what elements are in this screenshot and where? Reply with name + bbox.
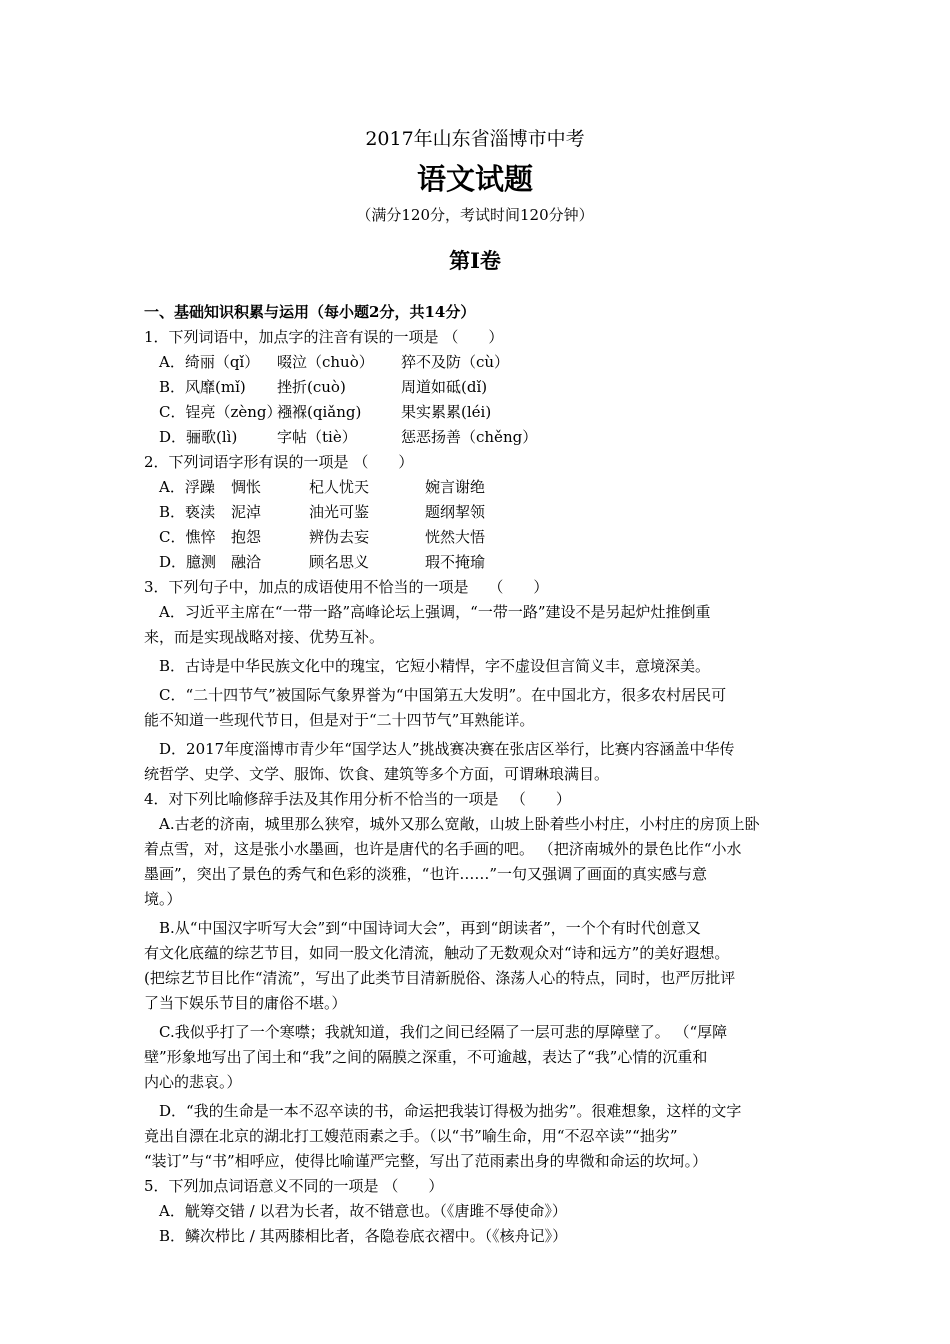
question-3-option-a-cont: 来，而是实现战略对接、优势互补。 <box>144 628 385 646</box>
question-1-option-b <box>144 375 809 400</box>
option-word: C．锃亮（zèng） <box>159 403 282 421</box>
option-word: 果实累累(léi) <box>401 403 492 421</box>
question-3-option-a: A．习近平主席在“一带一路”高峰论坛上强调，“一带一路”建设不是另起炉灶推倒重 <box>159 603 711 621</box>
question-2-option-d <box>144 550 809 575</box>
option-word: 融洽 <box>231 553 262 571</box>
question-2-option-c <box>144 525 809 550</box>
question-4-option-a-cont: 境。） <box>144 890 182 908</box>
option-word: 杞人忧天 <box>309 478 370 496</box>
option-word: 襁褓(qiǎng) <box>277 403 362 421</box>
exam-title: 语文试题 <box>416 162 533 196</box>
option-word: 瑕不掩瑜 <box>425 553 486 571</box>
option-word: 字帖（tiè） <box>277 428 357 446</box>
option-word: 题纲挈领 <box>425 503 486 521</box>
option-word: 周道如砥(dǐ) <box>401 378 488 396</box>
question-4-option-a: A.古老的济南，城里那么狭窄，城外又那么宽敞，山坡上卧着些小村庄，小村庄的房顶上卧 <box>159 815 760 833</box>
option-word: 婉言谢绝 <box>425 478 486 496</box>
question-3-option-d: D．2017年度淄博市青少年“国学达人”挑战赛决赛在张店区举行，比赛内容涵盖中华传 <box>159 740 735 758</box>
question-3-option-d-cont: 统哲学、史学、文学、服饰、饮食、建筑等多个方面，可谓琳琅满目。 <box>144 765 610 783</box>
question-4-stem: 4．对下列比喻修辞手法及其作用分析不恰当的一项是 （ ） <box>144 790 571 808</box>
question-5-stem: 5．下列加点词语意义不同的一项是 （ ） <box>144 1177 444 1195</box>
question-4-option-a-cont: 着点雪，对，这是张小水墨画，也许是唐代的名手画的吧。 （把济南城外的景色比作“小水 <box>144 840 742 858</box>
option-word: 泥淖 <box>231 503 262 521</box>
question-5-option-b: B．鳞次栉比 / 其两膝相比者，各隐卷底衣褶中。（《核舟记》） <box>159 1227 568 1245</box>
question-4-option-c: C.我似乎打了一个寒噤；我就知道，我们之间已经隔了一层可悲的厚障壁了。 （“厚障 <box>159 1023 728 1041</box>
question-content <box>144 300 809 1249</box>
question-2-option-a <box>144 475 809 500</box>
question-4-option-d-cont: 竟出自漂在北京的湖北打工嫂范雨素之手。（以“书”喻生命，用“不忍卒读”“拙劣” <box>144 1127 678 1145</box>
question-4-option-c-cont: 内心的悲哀。） <box>144 1073 242 1091</box>
question-3-stem: 3．下列句子中，加点的成语使用不恰当的一项是 （ ） <box>144 578 549 596</box>
question-1-stem: 1．下列词语中，加点字的注音有误的一项是 （ ） <box>144 328 504 346</box>
option-word: A．浮躁 <box>159 478 215 496</box>
question-2-stem: 2．下列词语字形有误的一项是 （ ） <box>144 453 414 471</box>
question-1-option-d <box>144 425 809 450</box>
section-heading: 一、基础知识积累与运用（每小题2分，共14分） <box>144 303 476 321</box>
question-3-option-c-cont: 能不知道一些现代节日，但是对于“二十四节气”耳熟能详。 <box>144 711 535 729</box>
option-word: C．憔悴 <box>159 528 216 546</box>
question-1-option-a <box>144 350 809 375</box>
exam-header <box>0 124 950 278</box>
question-4-option-d: D．“我的生命是一本不忍卒读的书，命运把我装订得极为拙劣”。很难想象，这样的文字 <box>159 1102 742 1120</box>
question-4-option-b: B.从“中国汉字听写大会”到“中国诗词大会”，再到“朗读者”，一个个有时代创意又 <box>159 919 701 937</box>
option-word: B．风靡(mǐ) <box>159 378 246 396</box>
option-word: 啜泣（chuò） <box>277 353 374 371</box>
option-word: D．骊歌(lì) <box>159 428 238 446</box>
question-4-option-b-cont: 有文化底蕴的综艺节目，如同一股文化清流，触动了无数观众对“诗和远方”的美好遐想。 <box>144 944 730 962</box>
option-word: A．绮丽（qǐ） <box>159 353 260 371</box>
question-2-option-b <box>144 500 809 525</box>
option-word: 恍然大悟 <box>425 528 486 546</box>
question-4-option-d-cont: “装订”与“书”相呼应，使得比喻谨严完整，写出了范雨素出身的卑微和命运的坎坷。） <box>144 1152 708 1170</box>
question-5-option-a: A．觥筹交错 / 以君为长者，故不错意也。（《唐雎不辱使命》） <box>159 1202 567 1220</box>
exam-subtitle: （满分120分，考试时间120分钟） <box>356 206 594 224</box>
question-4-option-a-cont: 墨画”，突出了景色的秀气和色彩的淡雅，“也许……”一句又强调了画面的真实感与意 <box>144 865 708 883</box>
option-word: 油光可鉴 <box>309 503 370 521</box>
question-4-option-b-cont: (把综艺节目比作“清流”，写出了此类节目清新脱俗、涤荡人心的特点，同时，也严厉批评 <box>144 969 736 987</box>
question-1-option-c <box>144 400 809 425</box>
question-3-option-c: C．“二十四节气”被国际气象界誉为“中国第五大发明”。在中国北方，很多农村居民可 <box>159 686 727 704</box>
question-4-option-c-cont: 壁”形象地写出了闰土和“我”之间的隔膜之深重，不可逾越，表达了“我”心情的沉重和 <box>144 1048 708 1066</box>
option-word: 惆怅 <box>231 478 262 496</box>
option-word: 辨伪去妄 <box>309 528 370 546</box>
option-word: 惩恶扬善（chěng） <box>401 428 538 446</box>
volume-heading: 第Ⅰ卷 <box>449 248 501 273</box>
option-word: 顾名思义 <box>309 553 370 571</box>
option-word: 挫折(cuò) <box>277 378 346 396</box>
option-word: D．臆测 <box>159 553 217 571</box>
question-4-option-b-cont: 了当下娱乐节目的庸俗不堪。） <box>144 994 347 1012</box>
option-word: B．亵渎 <box>159 503 216 521</box>
question-3-option-b: B．古诗是中华民族文化中的瑰宝，它短小精悍，字不虚设但言简义丰，意境深美。 <box>159 657 711 675</box>
exam-year-line: 2017年山东省淄博市中考 <box>365 128 585 150</box>
option-word: 猝不及防（cù） <box>401 353 510 371</box>
option-word: 抱怨 <box>231 528 262 546</box>
